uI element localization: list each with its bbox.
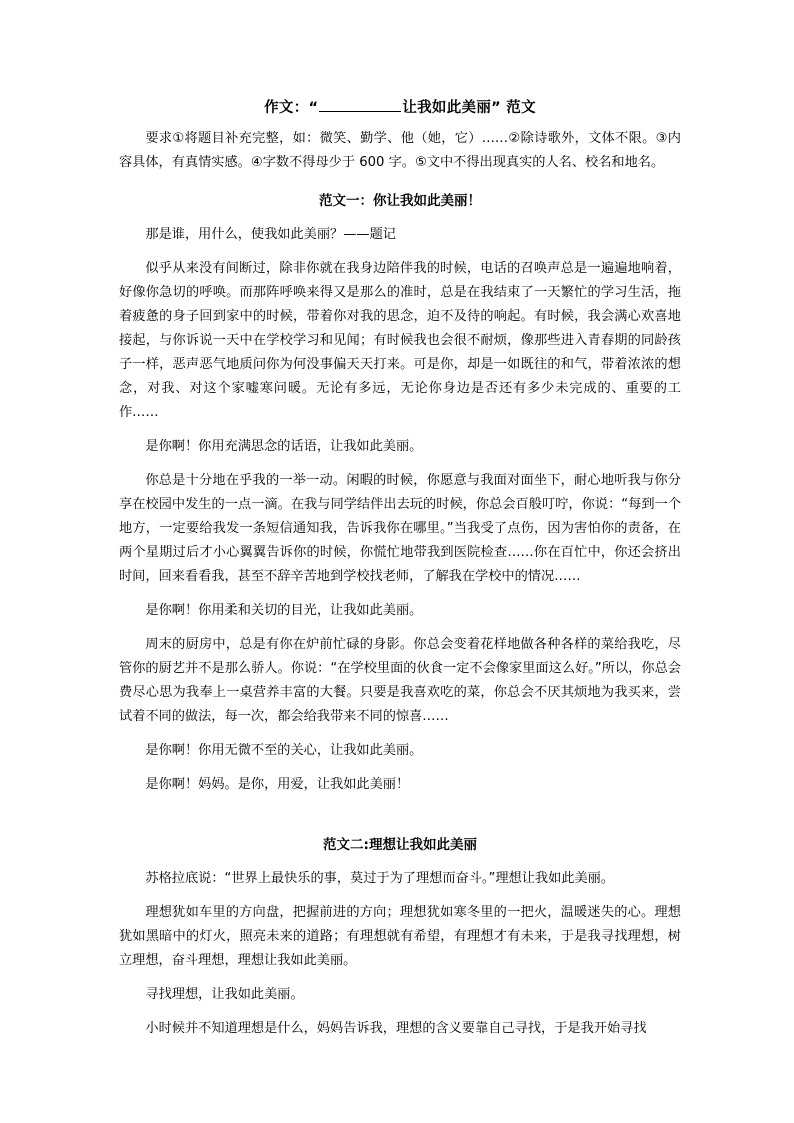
essay2-paragraph: 理想犹如车里的方向盘，把握前进的方向；理想犹如寒冬里的一把火，温暖迷失的心。理想犹如黑暗中的灯火，照亮未来的道路；有理想就有希望，有理想才有未来，于是我寻找理想，树立理想，奋斗理想，理想让我如此美丽。: [119, 905, 681, 968]
essay1-refrain: 是你啊！你用充满思念的话语，让我如此美丽。: [145, 439, 423, 454]
essay2-refrain: 寻找理想，让我如此美丽。: [145, 987, 304, 1002]
essay1-paragraph: 你总是十分地在乎我的一举一动。闲暇的时候，你愿意与我面对面坐下，耐心地听我与你分享在校园中发生的一点一滴。在我与同学结伴出去玩的时候，你总会百般叮咛，你说：“每到一个地方，一定要给我发一条短信通知我，告诉我你在哪里。”当我受了点伤，因为害怕你的责备，在两个星期过后才小心翼翼告诉你的时候，你慌忙地带我到医院检查……你在百忙中，你还会挤出时间，回来看看我，甚至不辞辛苦地到学校找老师，了解我在学校中的情况……: [119, 473, 681, 584]
essay1-heading: 范文一：你让我如此美丽！: [319, 193, 481, 209]
document-title: [119, 96, 681, 120]
document-body: [119, 96, 681, 1041]
requirements-paragraph: 要求①将题目补充完整，如：微笑、勤学、他（她，它）……②除诗歌外，文体不限。③内容具体，有真情实感。④字数不得母少于 600 字。⑤文中不得出现真实的人名、校名和地名。: [119, 131, 681, 170]
essay2-paragraph: 小时候并不知道理想是什么，妈妈告诉我，理想的含义要靠自己寻找，于是我开始寻找: [145, 1021, 647, 1036]
essay1-paragraph: 似乎从来没有间断过，除非你就在我身边陪伴我的时候，电话的召唤声总是一遍遍地响着，好像你急切的呼唤。而那阵呼唤来得又是那么的准时，总是在我结束了一天繁忙的学习生活，拖着疲惫的身子回到家中的时候，带着你对我的思念，迫不及待的响起。有时候，我会满心欢喜地接起，与你诉说一天中在学校学习和见闻；有时候我也会很不耐烦，像那些进入青春期的同龄孩子一样，恶声恶气地质问你为何没事偏天天打来。可是你，却是一如既往的和气，带着浓浓的想念，对我、对这个家嘘寒问暖。无论有多远，无论你身边是否还有多少未完成的、重要的工作……: [119, 261, 681, 420]
essay1-paragraph: 周末的厨房中，总是有你在炉前忙碌的身影。你总会变着花样地做各种各样的菜给我吃，尽管你的厨艺并不是那么骄人。你说：“在学校里面的伙食一定不会像家里面这么好。”所以，你总会费尽心思为我奉上一桌营养丰富的大餐。只要是我喜欢吃的菜，你总会不厌其烦地为我买来，尝试着不同的做法，每一次，都会给我带来不同的惊喜……: [119, 637, 681, 724]
essay2-quote: 苏格拉底说：“世界上最快乐的事，莫过于为了理想而奋斗。”理想让我如此美丽。: [145, 871, 615, 886]
essay1-refrain: 是你啊！你用柔和关切的目光，让我如此美丽。: [145, 603, 423, 618]
essay1-epigraph: 那是谁，用什么，使我如此美丽？——题记: [145, 227, 396, 242]
title-suffix: 让我如此美丽” 范文: [402, 100, 536, 116]
title-prefix: 作文：“: [264, 100, 319, 116]
essay1-conclusion: 是你啊！妈妈。是你，用爱，让我如此美丽！: [145, 777, 410, 792]
essay2-heading: 范文二:理想让我如此美丽: [323, 837, 477, 853]
title-blank-line: [319, 97, 401, 112]
essay1-refrain: 是你啊！你用无微不至的关心，让我如此美丽。: [145, 743, 423, 758]
